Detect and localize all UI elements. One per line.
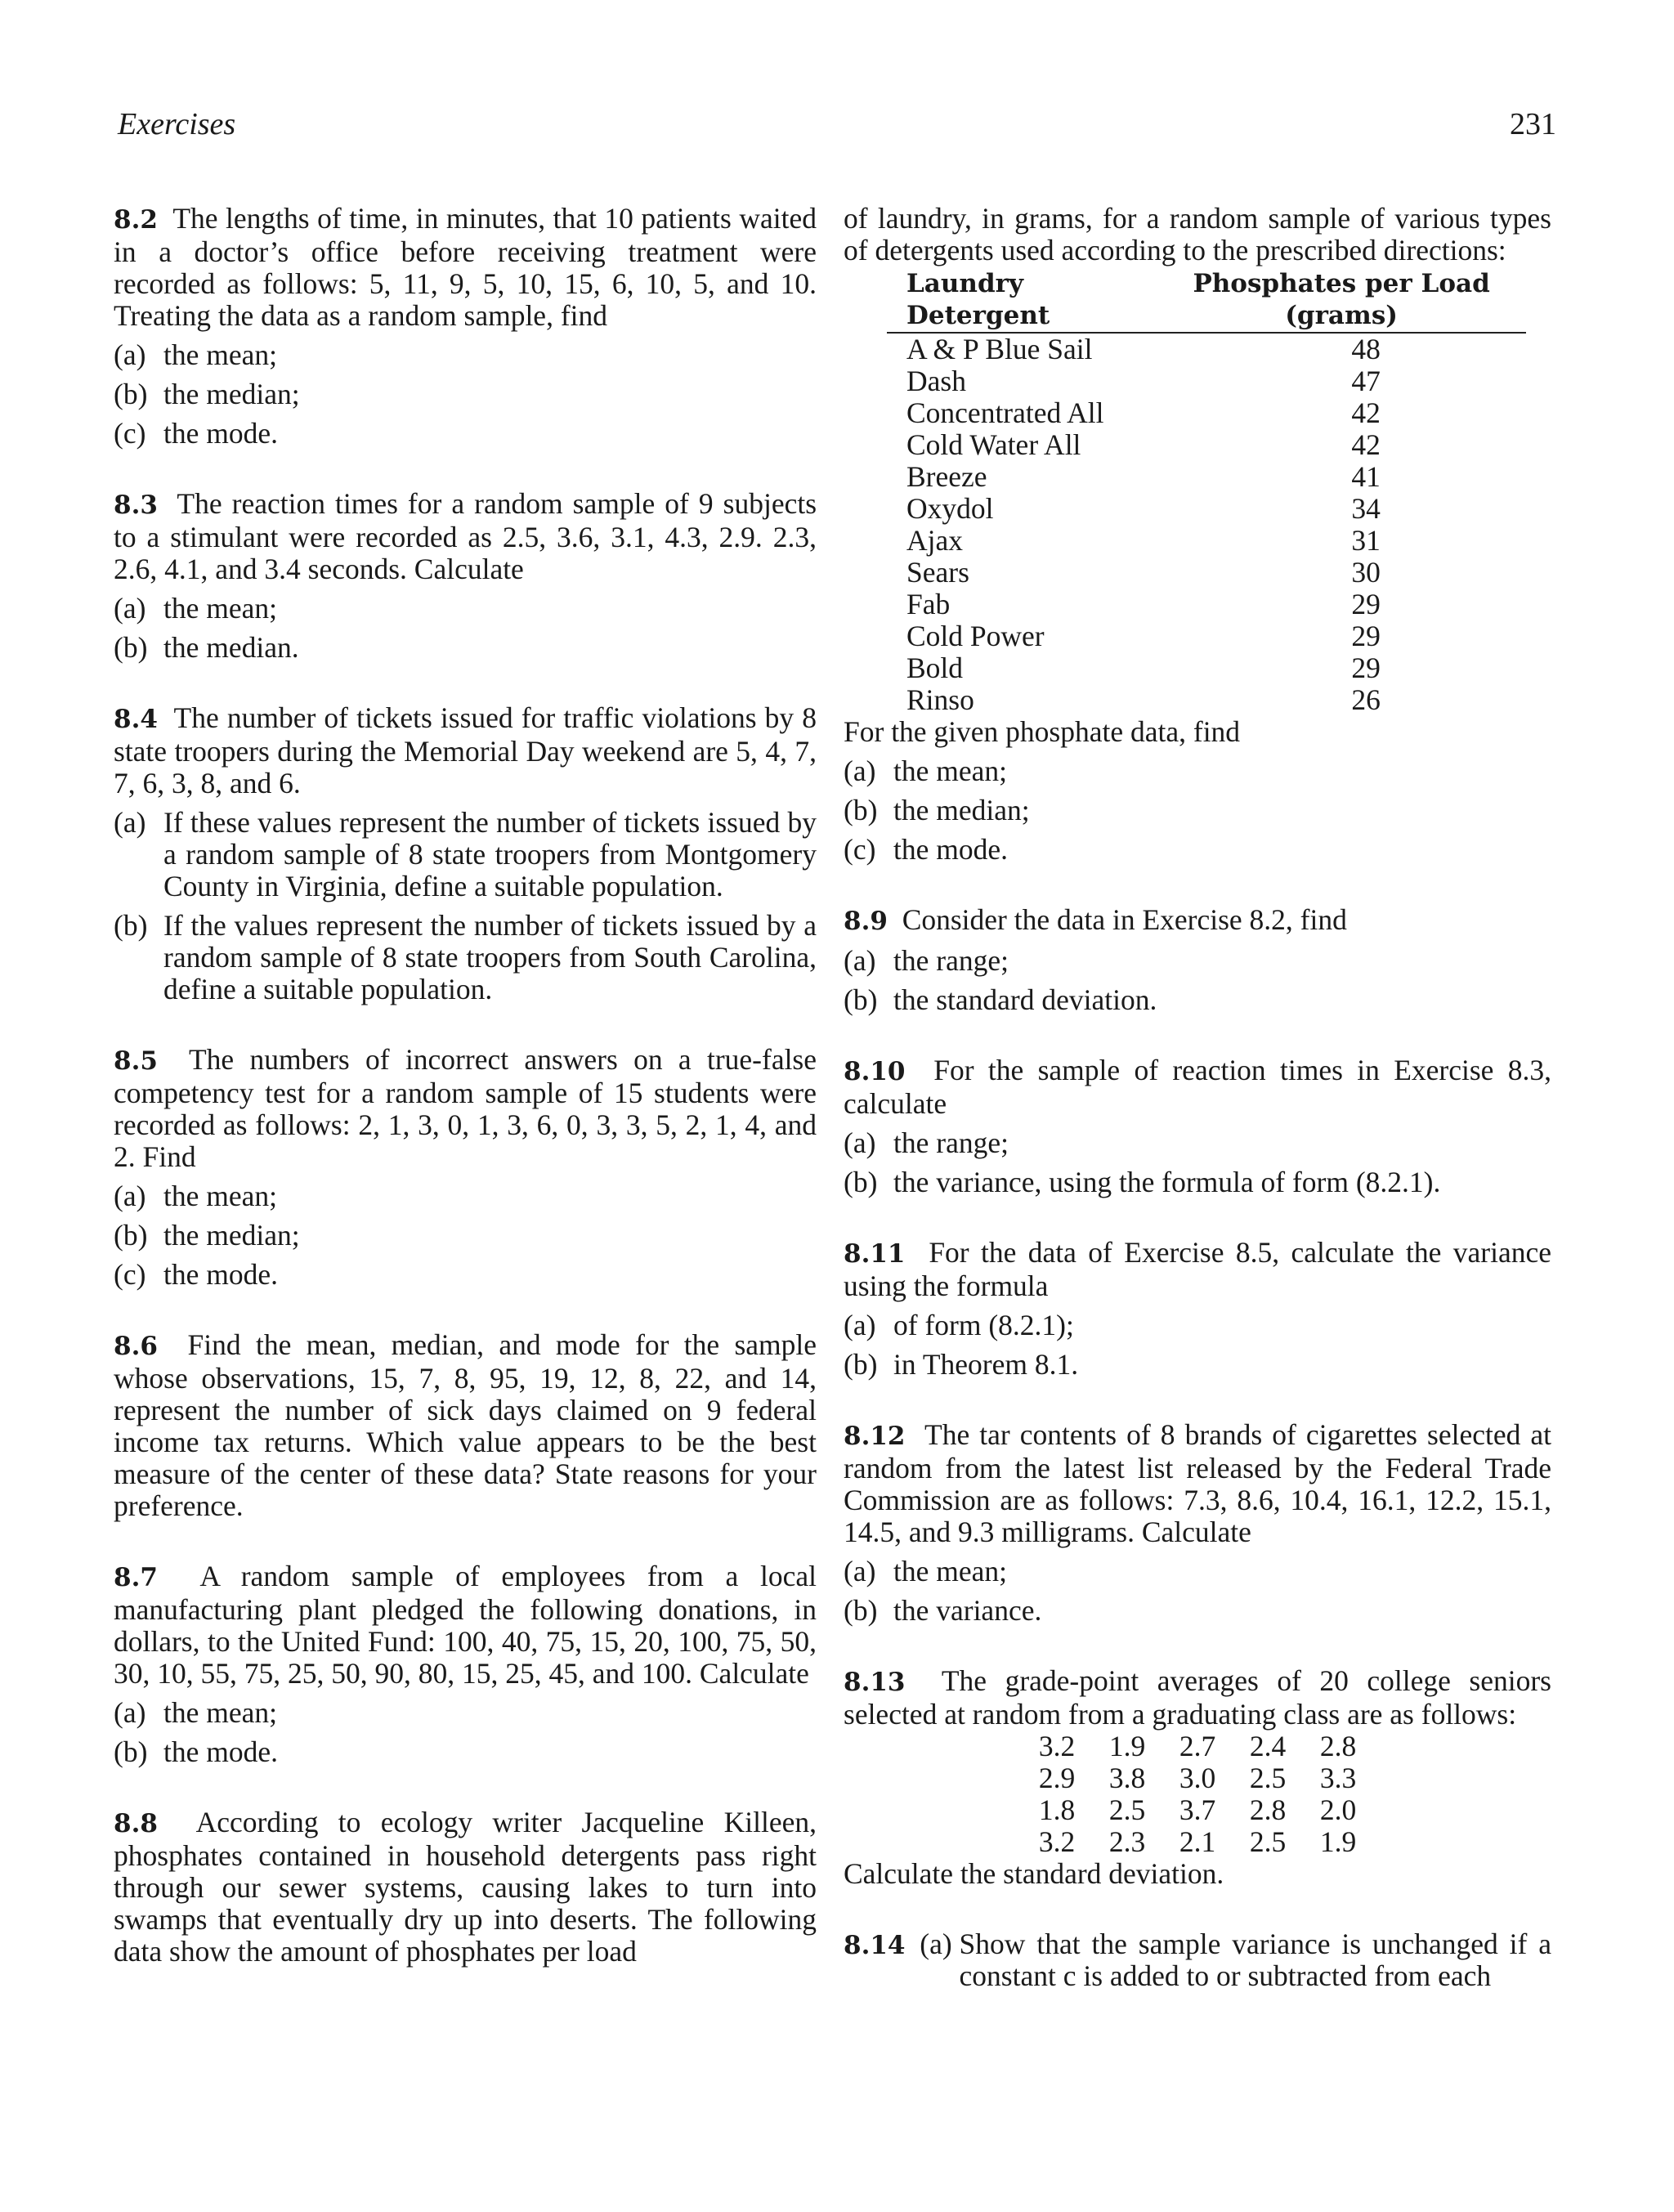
exercise-number: 8.13 [844, 1668, 906, 1697]
exercise-after-text: Calculate the standard deviation. [844, 1857, 1224, 1890]
exercise-text: The grade-point averages of 20 college seniors selected at random from a graduating class are as follows: [844, 1664, 1551, 1731]
exercise-text: The number of tickets issued for traffic violations by 8 state troopers during the Memorial Day weekend are 5, 4, 7, 7, 6, 3, 8, and 6. [114, 701, 817, 799]
exercise-item: (c) the mode. [114, 417, 278, 450]
exercise-number: 8.2 [114, 205, 158, 235]
exercise-8-5 [114, 1044, 817, 1291]
exercise-number: 8.11 [844, 1239, 906, 1269]
exercise-item: (b) the variance, using the formula of form (8.2.1). [844, 1166, 1441, 1198]
exercise-item: (b) the variance. [844, 1594, 1042, 1627]
gpa-data-grid [844, 1731, 1551, 1858]
exercise-8-2 [114, 203, 817, 450]
exercise-number: 8.12 [844, 1422, 906, 1451]
exercise-number: 8.9 [844, 907, 888, 936]
exercise-item: (b) the median; [114, 1219, 300, 1252]
exercise-item: (a) the mean; [114, 338, 277, 371]
exercise-item: (a) the range; [844, 944, 1009, 977]
exercise-item: (a) the range; [844, 1126, 1009, 1159]
table-row: Dash 47 [906, 365, 1381, 397]
exercise-number: 8.3 [114, 490, 158, 520]
table-row: A & P Blue Sail 48 [906, 333, 1381, 365]
exercise-item: (a) the mean; [114, 592, 277, 625]
exercise-8-4 [114, 702, 817, 1005]
table-row: Oxydol 34 [906, 492, 1381, 525]
table-header-detergent: Laundry Detergent [887, 266, 1157, 333]
exercise-number: 8.5 [114, 1046, 158, 1076]
exercise-8-13 [844, 1665, 1551, 1890]
right-column [844, 203, 1551, 2031]
exercise-item: (b) the median. [114, 631, 299, 664]
exercise-text: For the data of Exercise 8.5, calculate the variance using the formula [844, 1236, 1552, 1302]
exercise-text: Find the mean, median, and mode for the sample whose observations, 15, 7, 8, 95, 19, 12, 8, 22, and 14, represent the number of sick days claimed on 9 federal income tax returns. Which value appears to be the best measure of the center of these data? State reasons for your preference. [114, 1328, 817, 1522]
table-row: Breeze 41 [906, 460, 1381, 493]
gpa-row: 2.9 3.8 3.0 2.5 3.3 [1038, 1762, 1357, 1794]
exercise-item: (b) the median; [844, 794, 1030, 826]
table-row: Rinso 26 [906, 683, 1381, 716]
exercise-text: The numbers of incorrect answers on a true-false competency test for a random sample of 15 students were recorded as follows: 2, 1, 3, 0, 1, 3, 6, 0, 3, 3, 5, 2, 1, 4, and 2. Find [114, 1043, 817, 1173]
exercise-text: According to ecology writer Jacqueline Killeen, phosphates contained in household detergents pass right through our sewer systems, causing lakes to turn into swamps that eventually dry up into deserts. The following data show the amount of phosphates per load [114, 1806, 817, 1968]
page-header [118, 106, 1556, 142]
exercise-text: A random sample of employees from a local manufacturing plant pledged the following donations, in dollars, to the United Fund: 100, 40, 75, 15, 20, 100, 75, 50, 30, 10, 55, 75, 25, 50, 90, 80, 15, 25, 45, and 100. Calculate [114, 1560, 817, 1690]
exercise-after-text: For the given phosphate data, find [844, 715, 1241, 748]
exercise-text: The reaction times for a random sample of 9 subjects to a stimulant were recorded as 2.5, 3.6, 3.1, 4.3, 2.9. 2.3, 2.6, 4.1, and 3.4 seconds. Calculate [114, 487, 817, 585]
exercise-text: Show that the sample variance is unchanged if a constant c is added to or subtracted from each [959, 1928, 1551, 1992]
gpa-row: 1.8 2.5 3.7 2.8 2.0 [1038, 1793, 1357, 1826]
exercise-text: The tar contents of 8 brands of cigarettes selected at random from the latest list released by the Federal Trade Commission are as follows: 7.3, 8.6, 10.4, 16.1, 12.2, 15.1, 14.5, and 9.3 milligrams. Calculate [844, 1418, 1552, 1548]
exercise-item: (a) the mean; [844, 754, 1007, 787]
exercise-item: (b) the standard deviation. [844, 983, 1157, 1016]
exercise-text: Consider the data in Exercise 8.2, find [902, 903, 1347, 936]
page-number: 231 [1510, 107, 1556, 141]
exercise-item: (b) the median; [114, 378, 300, 410]
running-title: Exercises [118, 107, 236, 141]
exercise-8-11 [844, 1237, 1551, 1381]
phosphate-table [887, 266, 1526, 716]
table-row: Cold Water All 42 [906, 428, 1381, 461]
exercise-number: 8.8 [114, 1809, 158, 1838]
exercise-item: (b) If the values represent the number of tickets issued by a random sample of 8 state troopers from South Carolina, define a suitable population. [114, 909, 817, 1005]
exercise-item: (a) the mean; [114, 1696, 277, 1729]
table-row: Concentrated All 42 [906, 396, 1381, 429]
gpa-row: 3.2 1.9 2.7 2.4 2.8 [1038, 1730, 1357, 1762]
exercise-8-8-continued [844, 203, 1551, 866]
exercise-8-6 [114, 1329, 817, 1522]
exercise-number: 8.7 [114, 1563, 158, 1592]
exercise-item: (c) the mode. [114, 1258, 278, 1291]
table-row: Ajax 31 [906, 524, 1381, 557]
exercise-8-9 [844, 904, 1551, 1016]
exercise-number: 8.6 [114, 1332, 158, 1361]
exercise-item: (a) the mean; [844, 1555, 1007, 1587]
exercise-number: 8.4 [114, 705, 158, 734]
exercise-text: The lengths of time, in minutes, that 10 patients waited in a doctor’s office before receiving treatment were recorded as follows: 5, 11, 9, 5, 10, 15, 6, 10, 5, and 10. Treating the data as a random sample, find [114, 202, 817, 332]
table-header-phosphates: Phosphates per Load (grams) [1157, 266, 1526, 333]
exercise-item: (b) the mode. [114, 1735, 278, 1768]
exercise-item: (a) the mean; [114, 1180, 277, 1212]
table-row: Fab 29 [906, 588, 1381, 620]
exercise-item: (c) the mode. [844, 833, 1008, 866]
exercise-item: (b) in Theorem 8.1. [844, 1348, 1079, 1381]
exercise-8-7 [114, 1560, 817, 1768]
exercise-item: (a) If these values represent the number of tickets issued by a random sample of 8 state troopers from Montgomery County in Virginia, define a suitable population. [114, 806, 817, 902]
table-row: Sears 30 [906, 556, 1381, 589]
exercise-text: of laundry, in grams, for a random sample of various types of detergents used according to the prescribed directions: [844, 202, 1551, 266]
exercise-8-8 [114, 1807, 817, 1968]
exercise-8-3 [114, 488, 817, 664]
table-row: Bold 29 [906, 652, 1381, 684]
left-column [114, 203, 817, 2006]
table-row: Cold Power 29 [906, 620, 1381, 652]
exercise-8-14: 8.14 (a) Show that the sample variance is unchanged if a constant c is added to or subtracted from each [844, 1928, 1551, 1992]
exercise-number: 8.14 [844, 1931, 906, 1960]
exercise-8-10 [844, 1055, 1551, 1198]
exercise-8-12 [844, 1419, 1551, 1627]
gpa-row: 3.2 2.3 2.1 2.5 1.9 [1038, 1825, 1357, 1858]
exercise-number: 8.10 [844, 1057, 906, 1086]
exercise-item: (a) of form (8.2.1); [844, 1309, 1074, 1341]
exercise-text: For the sample of reaction times in Exercise 8.3, calculate [844, 1054, 1552, 1120]
